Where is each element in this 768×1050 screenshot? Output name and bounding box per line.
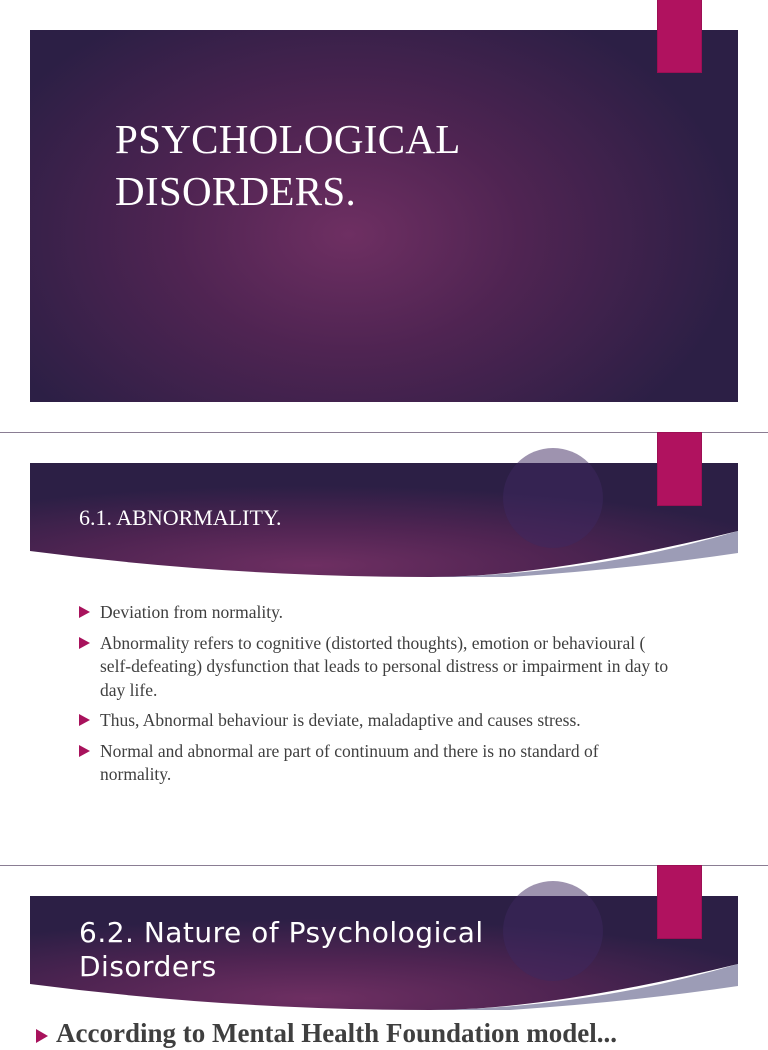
bullet-arrow-icon: [79, 606, 90, 618]
slide-2: [0, 433, 768, 865]
accent-tab: [658, 433, 701, 505]
slide-1: [0, 0, 768, 432]
bullet-arrow-icon: [79, 714, 90, 726]
accent-tab: [658, 0, 701, 72]
list-item: According to Mental Health Foundation model...: [36, 1016, 736, 1050]
accent-tab: [658, 866, 701, 938]
list-item: Thus, Abnormal behaviour is deviate, maladaptive and causes stress.: [79, 709, 669, 733]
title-line-2: DISORDERS.: [115, 168, 357, 214]
list-item: Deviation from normality.: [79, 601, 669, 625]
bullet-list: [79, 601, 669, 794]
slide-title: 6.1. ABNORMALITY.: [79, 505, 282, 530]
slide-3: [0, 866, 768, 1048]
slide-title: [79, 916, 539, 984]
title-line-1: PSYCHOLOGICAL: [115, 116, 461, 162]
title-line-1: 6.2. Nature of Psychological: [79, 916, 484, 949]
bullet-arrow-icon: [36, 1029, 48, 1043]
title-line-2: Disorders: [79, 950, 217, 983]
bullet-arrow-icon: [79, 637, 90, 649]
bullet-arrow-icon: [79, 745, 90, 757]
list-item: Normal and abnormal are part of continuum and there is no standard of normality.: [79, 740, 669, 787]
list-item: Abnormality refers to cognitive (distorted thoughts), emotion or behavioural ( self-defeating) dysfunction that leads to personal distress or impairment in day to day life.: [79, 632, 669, 703]
slide-title: [115, 113, 635, 217]
